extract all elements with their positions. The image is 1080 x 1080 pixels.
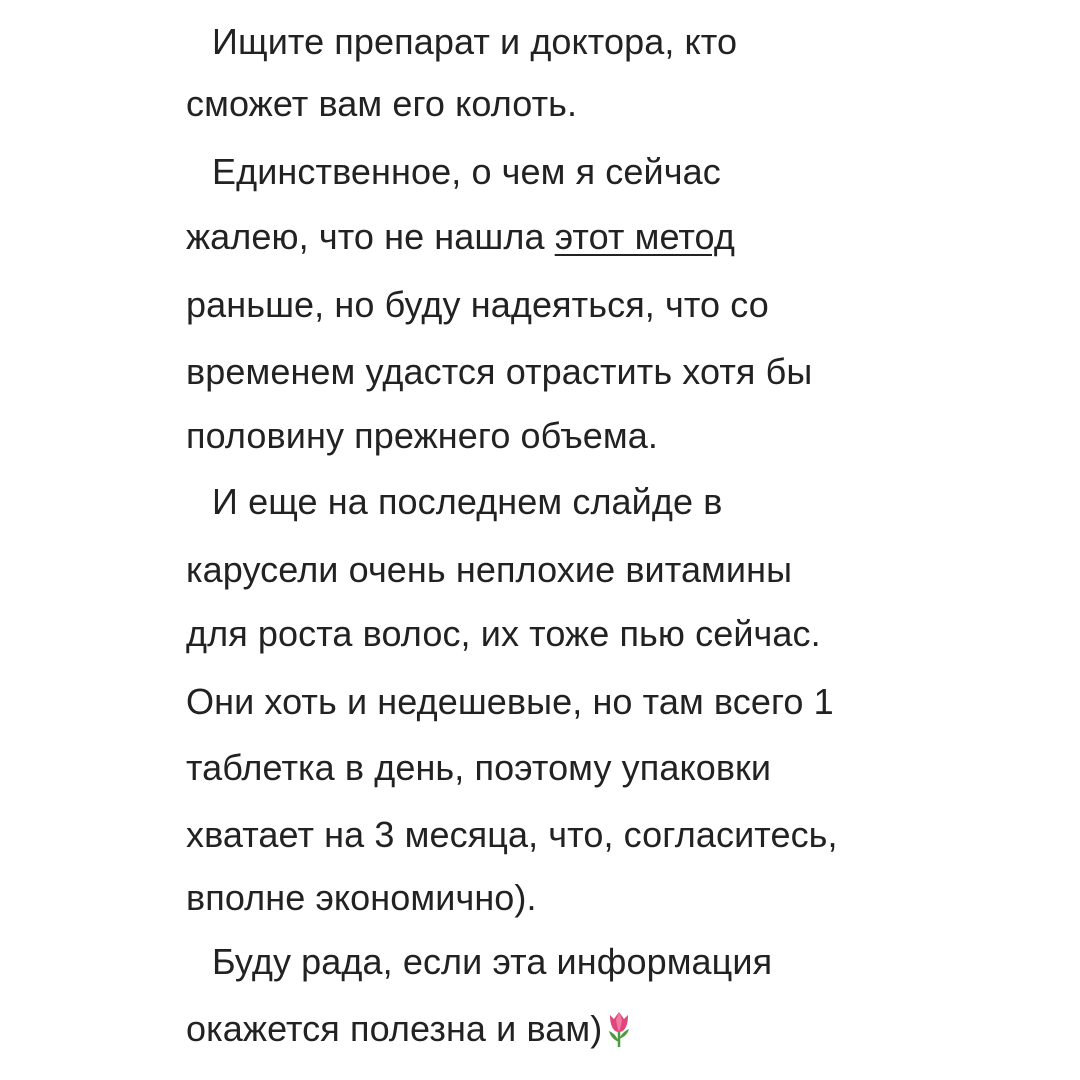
tulip-icon <box>604 1009 634 1049</box>
paragraph-line: Буду рада, если эта информация <box>212 941 773 982</box>
paragraph-line: хватает на 3 месяца, что, согласитесь, <box>186 814 838 855</box>
paragraph-line: карусели очень неплохие витамины <box>186 549 793 590</box>
paragraph-line: временем удастся отрастить хотя бы <box>186 351 813 392</box>
paragraph-line <box>186 215 735 259</box>
paragraph-line: Единственное, о чем я сейчас <box>212 151 721 192</box>
paragraph-line: сможет вам его колоть. <box>186 83 578 124</box>
paragraph-line <box>186 1007 634 1051</box>
method-link[interactable]: этот метод <box>554 216 735 257</box>
paragraph-line: Они хоть и недешевые, но там всего 1 <box>186 681 834 722</box>
paragraph-text: жалею, что не нашла <box>186 216 555 257</box>
paragraph-line: И еще на последнем слайде в <box>212 481 723 522</box>
paragraph-line: таблетка в день, поэтому упаковки <box>186 747 772 788</box>
paragraph-text: окажется полезна и вам) <box>186 1008 603 1049</box>
paragraph-line: для роста волос, их тоже пью сейчас. <box>186 613 821 654</box>
paragraph-line: вполне экономично). <box>186 877 537 918</box>
paragraph-line: половину прежнего объема. <box>186 415 658 456</box>
paragraph-line: Ищите препарат и доктора, кто <box>212 21 738 62</box>
paragraph-line: раньше, но буду надеяться, что со <box>186 284 769 325</box>
tulip-graphic <box>604 1009 634 1049</box>
